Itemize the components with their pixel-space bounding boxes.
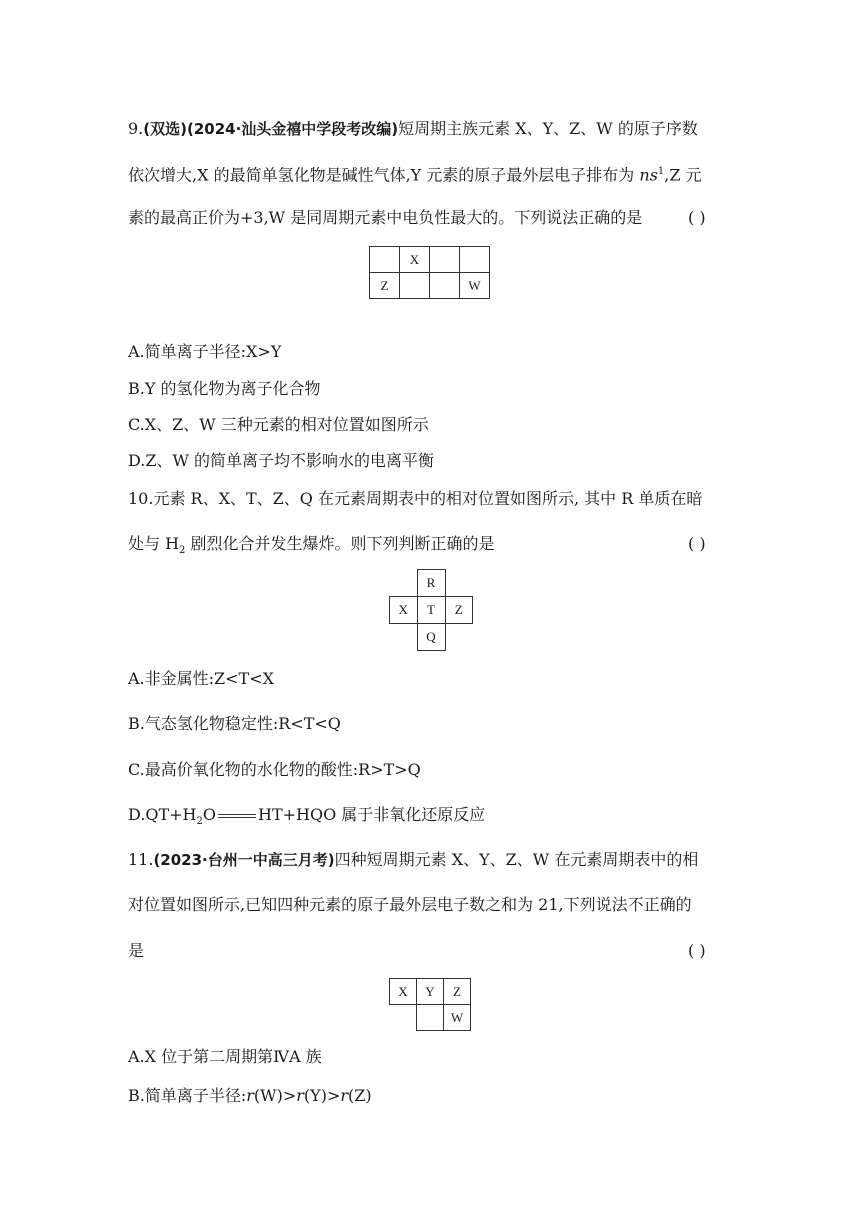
q10-answer-paren: ( ) <box>688 534 706 553</box>
q11-cell <box>417 1005 444 1031</box>
q9-option-b: B.Y 的氢化物为离子化合物 <box>128 379 321 398</box>
q11-table <box>389 978 471 1031</box>
q10-line2-text: 处与 H <box>128 534 180 553</box>
q11-cell: W <box>444 1005 471 1031</box>
q9-tag: (双选)(2024·汕头金禧中学段考改编) <box>143 120 399 138</box>
q11-line1-text: 四种短周期元素 X、Y、Z、W 在元素周期表中的相 <box>334 850 699 869</box>
q9-line-3: 素的最高正价为+3,W 是同周期元素中电负性最大的。下列说法正确的是 <box>128 208 643 227</box>
q10-cell-empty <box>445 570 473 597</box>
q10-sub: 2 <box>179 545 186 557</box>
equals-sign-icon <box>218 814 256 818</box>
q10-line-2 <box>128 533 495 562</box>
q9-cell <box>460 247 490 273</box>
q10-option-b: B.气态氢化物稳定性:R<T<Q <box>128 714 341 733</box>
q10-line2-tail: 剧烈化合并发生爆炸。则下列判断正确的是 <box>185 534 495 553</box>
q11-cell: X <box>390 979 417 1005</box>
q11-line-1 <box>128 849 698 871</box>
q10-line-1: 10.元素 R、X、T、Z、Q 在元素周期表中的相对位置如图所示, 其中 R 单质在暗 <box>128 489 703 508</box>
q9-cell <box>400 273 430 299</box>
q9-cell: Z <box>370 273 400 299</box>
q9-cell <box>430 247 460 273</box>
q11-b-r: r <box>340 1086 349 1105</box>
q11-cell: Y <box>417 979 444 1005</box>
q10-option-c: C.最高价氧化物的水化物的酸性:R>T>Q <box>128 760 421 779</box>
q11-b-r: r <box>296 1086 304 1105</box>
q10-d-sub: 2 <box>196 816 203 828</box>
q10-option-d <box>128 804 485 833</box>
q10-cell: Q <box>417 624 445 651</box>
q11-line-2: 对位置如图所示,已知四种元素的原子最外层电子数之和为 21,下列说法不正确的 <box>128 895 692 914</box>
q9-line1-text: 短周期主族元素 X、Y、Z、W 的原子序数 <box>398 119 698 138</box>
q11-b-part: (Z) <box>348 1086 372 1105</box>
q9-line-2 <box>128 161 702 186</box>
q10-table <box>389 569 473 651</box>
q11-number: 11. <box>128 850 154 869</box>
q9-option-d: D.Z、W 的简单离子均不影响水的电离平衡 <box>128 451 434 470</box>
q9-cell <box>370 247 400 273</box>
q9-option-a: A.简单离子半径:X>Y <box>128 342 282 361</box>
q11-b-part: (Y)> <box>303 1086 341 1105</box>
q11-cell-empty <box>390 1005 417 1031</box>
q11-b-text: B.简单离子半径: <box>128 1086 247 1105</box>
q11-line-3: 是 <box>128 941 145 960</box>
q9-cell: W <box>460 273 490 299</box>
q10-option-a: A.非金属性:Z<T<X <box>128 669 275 688</box>
q11-b-part: (W)> <box>253 1086 297 1105</box>
q11-cell: Z <box>444 979 471 1005</box>
q9-ns: ns <box>639 165 658 185</box>
q11-answer-paren: ( ) <box>688 941 706 960</box>
q9-answer-paren: ( ) <box>688 208 706 227</box>
q9-table <box>369 246 490 299</box>
q11-b-r: r <box>246 1086 254 1105</box>
q10-d-o: O <box>202 805 216 824</box>
q10-cell: Z <box>445 597 473 624</box>
q11-option-a: A.X 位于第二周期第ⅣA 族 <box>128 1047 322 1066</box>
q9-cell <box>430 273 460 299</box>
q9-option-c: C.X、Z、W 三种元素的相对位置如图所示 <box>128 415 429 434</box>
q11-tag: (2023·台州一中高三月考) <box>153 851 335 869</box>
q10-cell-empty <box>445 624 473 651</box>
q9-line2-text: 依次增大,X 的最简单氢化物是碱性气体,Y 元素的原子最外层电子排布为 <box>128 165 640 185</box>
q9-line2-tail: ,Z 元 <box>664 165 702 185</box>
q10-cell-empty <box>390 570 418 597</box>
q9-number: 9. <box>128 119 144 138</box>
q10-d-tail: HT+HQO 属于非氧化还原反应 <box>258 805 486 824</box>
q10-d-text: D.QT+H <box>128 805 197 824</box>
q10-cell: R <box>417 570 445 597</box>
q11-option-b <box>128 1085 372 1107</box>
q10-cell: T <box>417 597 445 624</box>
q9-line-1 <box>128 118 698 140</box>
q10-cell: X <box>390 597 418 624</box>
q9-cell: X <box>400 247 430 273</box>
q10-cell-empty <box>390 624 418 651</box>
q9-sup: 1 <box>657 166 665 177</box>
